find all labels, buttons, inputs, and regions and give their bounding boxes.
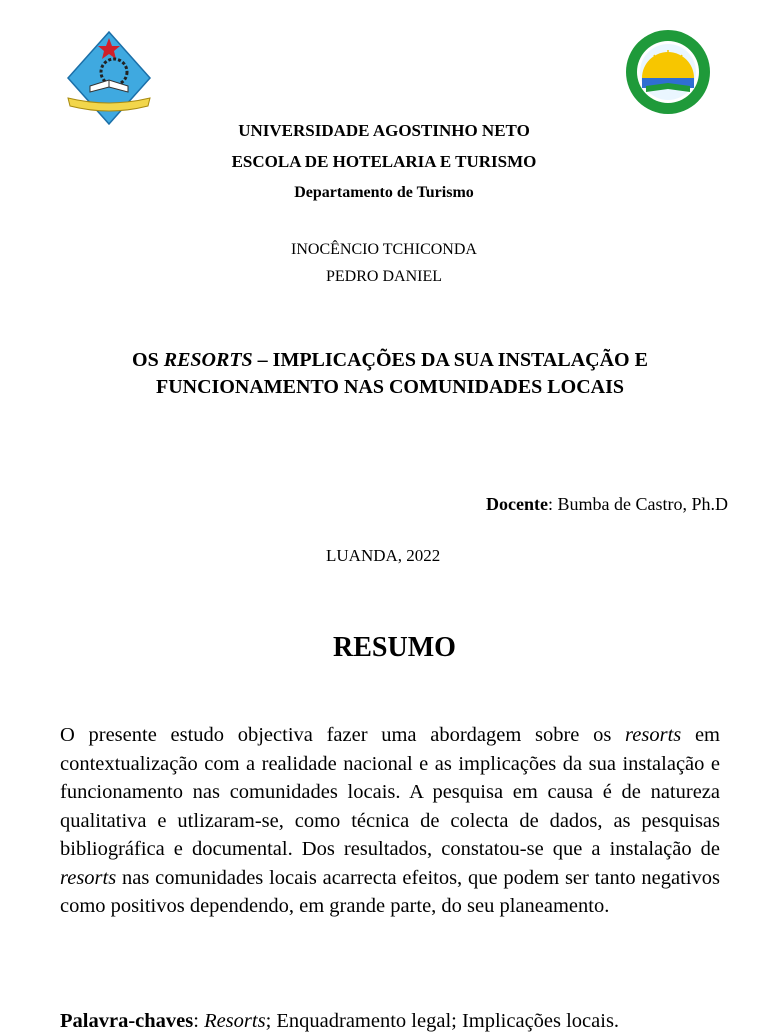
title-italic-word: RESORTS bbox=[163, 349, 253, 371]
abstract-text-1: O presente estudo objectiva fazer uma abordagem sobre os bbox=[60, 724, 626, 746]
document-title bbox=[0, 347, 768, 401]
school-logo bbox=[624, 28, 712, 116]
keywords-rest: ; Enquadramento legal; Implicações locais. bbox=[265, 1010, 620, 1032]
keywords-italic: Resorts bbox=[204, 1010, 266, 1032]
abstract-italic-2: resorts bbox=[60, 866, 117, 889]
university-logo bbox=[64, 30, 154, 126]
abstract-italic-1: resorts bbox=[625, 724, 682, 746]
place-date: LUANDA, 2022 bbox=[326, 546, 441, 565]
resumo-heading: RESUMO bbox=[333, 632, 456, 663]
keywords-label: Palavra-chaves bbox=[60, 1010, 194, 1032]
title-line-1 bbox=[0, 347, 768, 374]
keywords-line bbox=[60, 1010, 619, 1033]
university-name: UNIVERSIDADE AGOSTINHO NETO bbox=[238, 121, 530, 140]
docente-label: Docente bbox=[486, 494, 548, 514]
title-prefix: OS bbox=[132, 349, 164, 371]
department-name: Departamento de Turismo bbox=[294, 184, 474, 201]
docente-value: : Bumba de Castro, Ph.D bbox=[548, 494, 728, 514]
author-2: PEDRO DANIEL bbox=[326, 268, 442, 285]
keywords-separator: : bbox=[193, 1010, 205, 1032]
abstract-paragraph bbox=[60, 721, 720, 921]
abstract-text-3: nas comunidades locais acarrecta efeitos, que podem ser tanto negativos como positivos dependendo, em grande parte, do seu planeamento. bbox=[60, 866, 720, 917]
docente-line bbox=[486, 494, 728, 515]
school-name: ESCOLA DE HOTELARIA E TURISMO bbox=[231, 152, 537, 171]
title-line1-rest: – IMPLICAÇÕES DA SUA INSTALAÇÃO E bbox=[252, 349, 648, 371]
title-line-2: FUNCIONAMENTO NAS COMUNIDADES LOCAIS bbox=[155, 376, 624, 398]
author-1: INOCÊNCIO TCHICONDA bbox=[291, 241, 477, 258]
abstract-text-2: em contextualização com a realidade nacional e as implicações da sua instalação e funcionamento nas comunidades locais. A pesquisa em causa é de natureza qualitativa e utlizaram-se, como técnica de colecta de dados, as pesquisas bibliográfica e documental. Dos resultados, constatou-se que a instalação de bbox=[60, 724, 720, 860]
